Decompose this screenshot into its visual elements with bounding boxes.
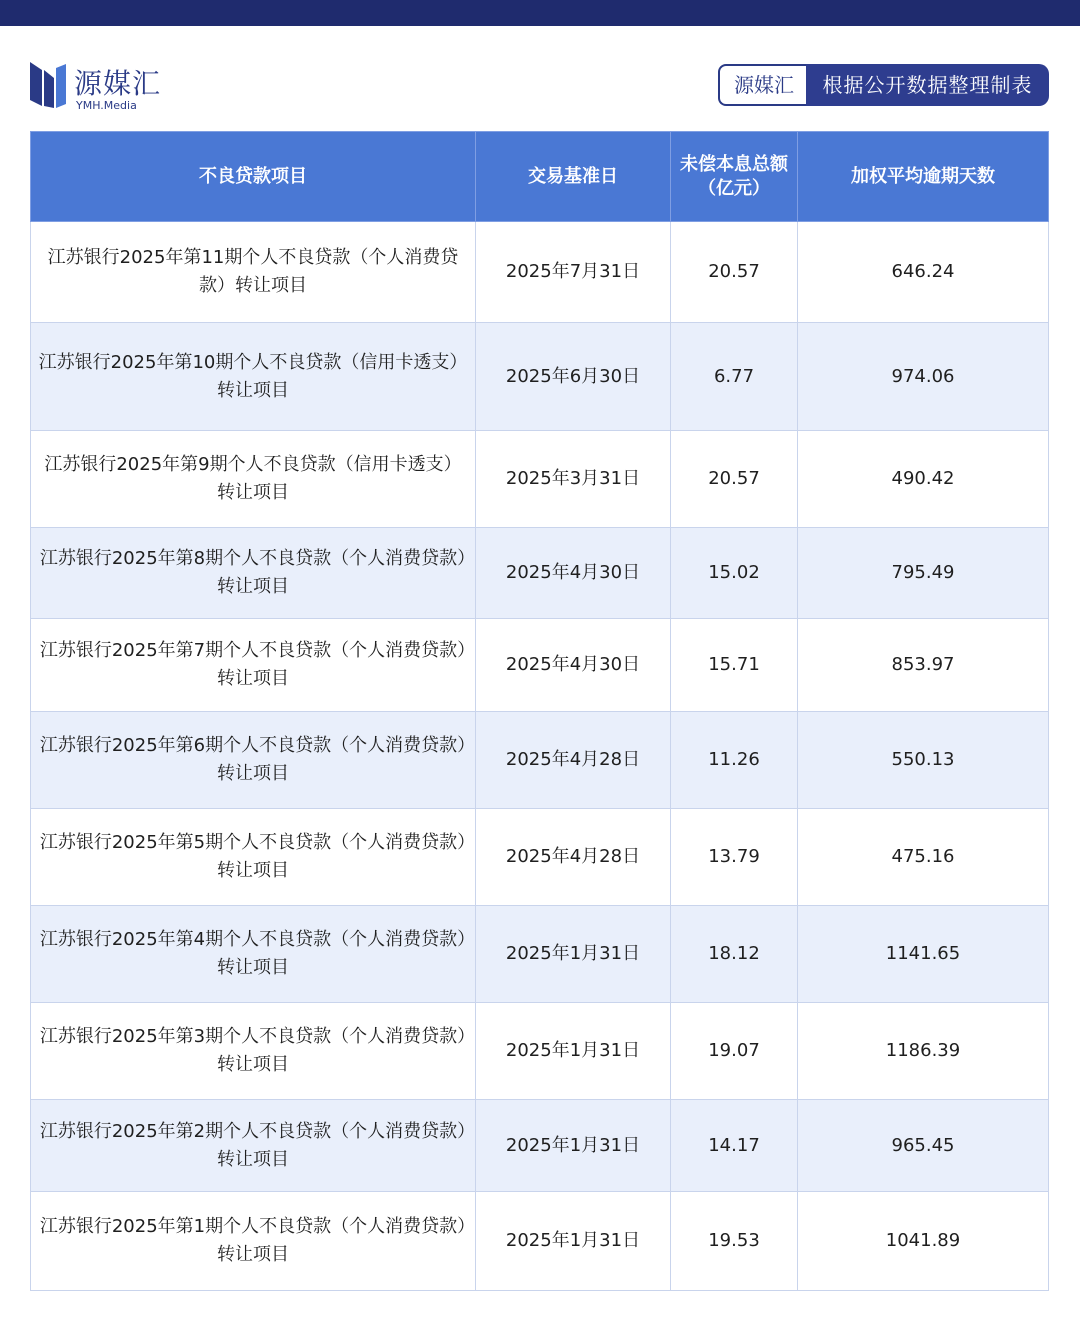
cell-days: 974.06 (798, 323, 1049, 431)
table-row (31, 1003, 1049, 1100)
cell-days: 1186.39 (798, 1003, 1049, 1100)
badge-text: 根据公开数据整理制表 (806, 64, 1049, 106)
table-row (31, 323, 1049, 431)
header-amount: 未偿本息总额（亿元） (671, 132, 798, 222)
cell-days: 1041.89 (798, 1192, 1049, 1291)
logo-mark-icon (28, 60, 68, 110)
cell-days: 550.13 (798, 712, 1049, 809)
cell-project: 江苏银行2025年第5期个人不良贷款（个人消费贷款）转让项目 (31, 809, 476, 906)
cell-project: 江苏银行2025年第8期个人不良贷款（个人消费贷款）转让项目 (31, 528, 476, 619)
cell-date: 2025年3月31日 (476, 431, 671, 528)
cell-days: 490.42 (798, 431, 1049, 528)
table-row (31, 906, 1049, 1003)
table-header-row (31, 132, 1049, 222)
cell-date: 2025年1月31日 (476, 1192, 671, 1291)
table-row (31, 1100, 1049, 1192)
header-days: 加权平均逾期天数 (798, 132, 1049, 222)
table-row (31, 809, 1049, 906)
source-badge (718, 64, 1051, 106)
table-row (31, 431, 1049, 528)
cell-project: 江苏银行2025年第7期个人不良贷款（个人消费贷款）转让项目 (31, 619, 476, 712)
cell-amount: 13.79 (671, 809, 798, 906)
cell-amount: 11.26 (671, 712, 798, 809)
cell-days: 1141.65 (798, 906, 1049, 1003)
cell-project: 江苏银行2025年第11期个人不良贷款（个人消费贷款）转让项目 (31, 222, 476, 323)
table-row (31, 222, 1049, 323)
cell-amount: 6.77 (671, 323, 798, 431)
table-row (31, 712, 1049, 809)
cell-project: 江苏银行2025年第10期个人不良贷款（信用卡透支）转让项目 (31, 323, 476, 431)
cell-date: 2025年1月31日 (476, 906, 671, 1003)
cell-days: 795.49 (798, 528, 1049, 619)
cell-days: 475.16 (798, 809, 1049, 906)
cell-project: 江苏银行2025年第3期个人不良贷款（个人消费贷款）转让项目 (31, 1003, 476, 1100)
cell-amount: 18.12 (671, 906, 798, 1003)
cell-project: 江苏银行2025年第9期个人不良贷款（信用卡透支）转让项目 (31, 431, 476, 528)
cell-date: 2025年7月31日 (476, 222, 671, 323)
table-row (31, 1192, 1049, 1291)
cell-date: 2025年4月30日 (476, 619, 671, 712)
cell-amount: 20.57 (671, 222, 798, 323)
table-row (31, 619, 1049, 712)
cell-project: 江苏银行2025年第6期个人不良贷款（个人消费贷款）转让项目 (31, 712, 476, 809)
cell-days: 965.45 (798, 1100, 1049, 1192)
npl-table (30, 131, 1048, 1291)
cell-amount: 15.71 (671, 619, 798, 712)
cell-amount: 19.07 (671, 1003, 798, 1100)
cell-amount: 20.57 (671, 431, 798, 528)
cell-project: 江苏银行2025年第2期个人不良贷款（个人消费贷款）转让项目 (31, 1100, 476, 1192)
table-row (31, 528, 1049, 619)
badge-brand: 源媒汇 (718, 64, 808, 106)
cell-date: 2025年4月28日 (476, 809, 671, 906)
cell-project: 江苏银行2025年第1期个人不良贷款（个人消费贷款）转让项目 (31, 1192, 476, 1291)
cell-amount: 15.02 (671, 528, 798, 619)
cell-days: 853.97 (798, 619, 1049, 712)
header-date: 交易基准日 (476, 132, 671, 222)
top-banner (0, 0, 1080, 26)
cell-date: 2025年4月28日 (476, 712, 671, 809)
logo (28, 60, 178, 112)
cell-amount: 19.53 (671, 1192, 798, 1291)
cell-days: 646.24 (798, 222, 1049, 323)
header-project: 不良贷款项目 (31, 132, 476, 222)
cell-date: 2025年1月31日 (476, 1003, 671, 1100)
cell-project: 江苏银行2025年第4期个人不良贷款（个人消费贷款）转让项目 (31, 906, 476, 1003)
cell-date: 2025年4月30日 (476, 528, 671, 619)
cell-date: 2025年6月30日 (476, 323, 671, 431)
cell-date: 2025年1月31日 (476, 1100, 671, 1192)
logo-name: 源媒汇 (74, 67, 162, 100)
logo-subtitle: YMH.Media (76, 99, 137, 112)
cell-amount: 14.17 (671, 1100, 798, 1192)
